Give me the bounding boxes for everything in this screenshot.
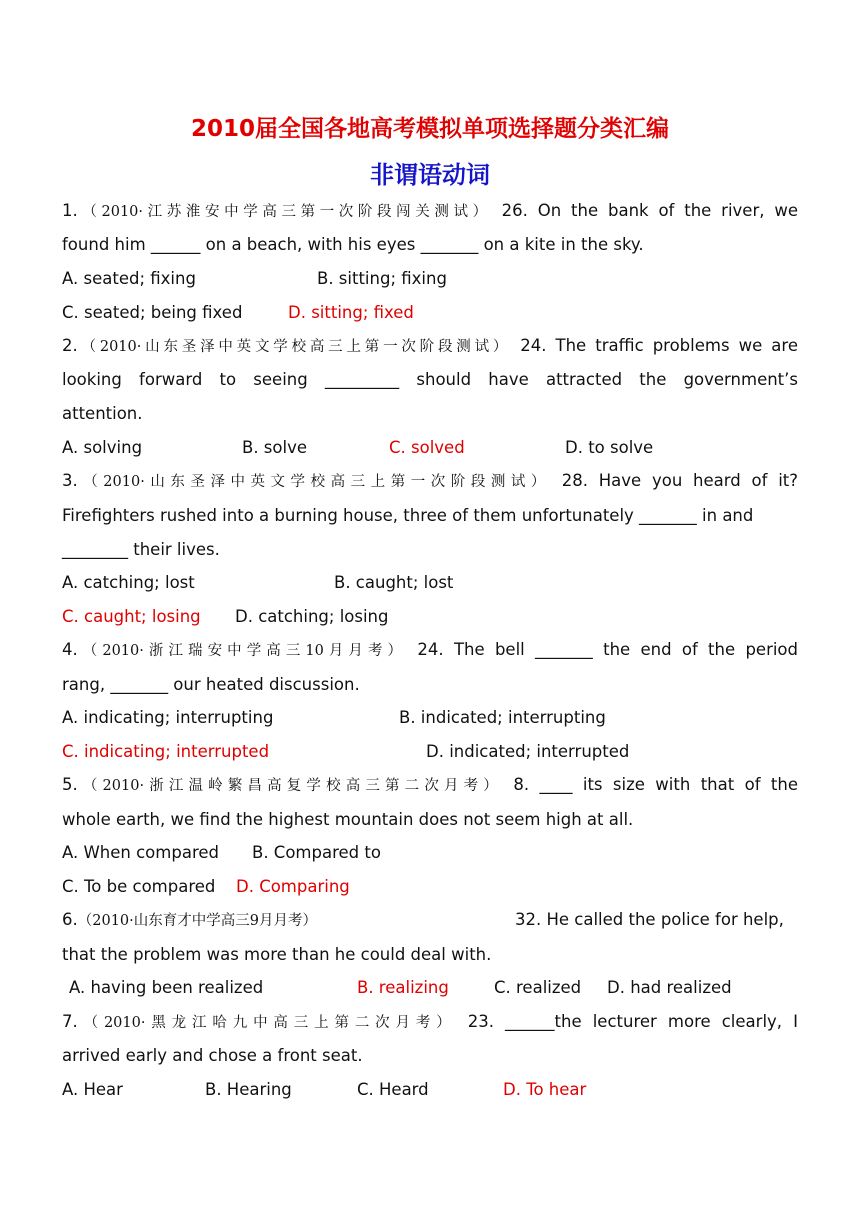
question-2-options (62, 431, 798, 465)
option-c-answer: C. indicating; interrupted (62, 742, 270, 761)
question-3-options-row1 (62, 566, 798, 600)
question-6-line2: that the problem was more than he could deal with. (62, 945, 492, 964)
question-number: 2. (62, 336, 78, 355)
option-a: A. catching; lost (62, 573, 195, 592)
option-a: A. solving (62, 438, 143, 457)
option-d: D. to solve (565, 438, 654, 457)
question-7-line1 (62, 1005, 798, 1039)
question-source: （2010·江苏淮安中学高三第一次阶段闯关测试） (77, 204, 492, 220)
question-2-line1 (62, 329, 798, 363)
question-source: （2010·山东育才中学高三9月月考） (77, 913, 317, 929)
question-4-line1 (62, 633, 798, 667)
question-4-options-row2 (62, 735, 798, 769)
option-d: D. had realized (607, 978, 732, 997)
question-number: 4. (62, 640, 78, 659)
page-subtitle: 非谓语动词 (370, 161, 490, 189)
option-b-answer: B. realizing (357, 978, 449, 997)
option-b: B. Hearing (205, 1080, 292, 1099)
question-1-line1 (62, 194, 798, 228)
option-d: D. indicated; interrupted (426, 742, 630, 761)
question-source: （2010·山东圣泽中英文学校高三上第一次阶段测试） (77, 339, 512, 355)
option-a: A. seated; fixing (62, 269, 196, 288)
question-2-line2: looking forward to seeing _________ should have attracted the government’s (62, 370, 798, 389)
question-4-line2: rang, _______ our heated discussion. (62, 675, 360, 694)
question-stem: 24. The bell _______ the end of the period (417, 640, 799, 659)
option-a: A. indicating; interrupting (62, 708, 274, 727)
option-d: D. catching; losing (235, 607, 389, 626)
question-3-line1 (62, 464, 798, 498)
question-stem: 23. ______the lecturer more clearly, I (467, 1012, 798, 1031)
question-5-options-row2 (62, 870, 798, 904)
option-c: C. To be compared (62, 877, 216, 896)
question-2-line3: attention. (62, 404, 143, 423)
question-3-line2: Firefighters rushed into a burning house, three of them unfortunately _______ in and (62, 506, 754, 525)
option-a: A. having been realized (69, 978, 264, 997)
question-5-options-row1 (62, 836, 798, 870)
option-b: B. Compared to (252, 843, 381, 862)
question-source: （2010·黑龙江哈九中高三上第二次月考） (77, 1015, 457, 1031)
question-stem: 26. On the bank of the river, we (501, 201, 798, 220)
option-b: B. caught; lost (334, 573, 454, 592)
question-3-options-row2 (62, 600, 798, 634)
question-6-line1 (62, 903, 798, 937)
option-b: B. indicated; interrupting (399, 708, 606, 727)
question-source: （2010·山东圣泽中英文学校高三上第一次阶段测试） (77, 474, 551, 490)
option-c-answer: C. caught; losing (62, 607, 201, 626)
option-a: A. Hear (62, 1080, 123, 1099)
question-source: （2010·浙江瑞安中学高三10月月考） (77, 643, 408, 659)
question-number: 3. (62, 471, 78, 490)
option-c-answer: C. solved (389, 438, 465, 457)
question-number: 7. (62, 1012, 78, 1031)
question-stem: 32. He called the police for help, (515, 910, 784, 929)
question-stem: 28. Have you heard of it? (561, 471, 799, 490)
option-c: C. Heard (357, 1080, 429, 1099)
option-b: B. sitting; fixing (317, 269, 447, 288)
question-7-line2: arrived early and chose a front seat. (62, 1046, 363, 1065)
option-b: B. solve (242, 438, 308, 457)
question-6-options (62, 971, 798, 1005)
question-5-line1 (62, 768, 798, 802)
question-source: （2010·浙江温岭繁昌高复学校高三第二次月考） (77, 778, 503, 794)
question-stem: 24. The traffic problems we are (520, 336, 798, 355)
page-title: 2010届全国各地高考模拟单项选择题分类汇编 (190, 116, 669, 142)
question-1-line2: found him ______ on a beach, with his eyes _______ on a kite in the sky. (62, 235, 644, 254)
option-c: C. realized (494, 978, 582, 997)
question-stem: 8. ____ its size with that of the (513, 775, 798, 794)
question-1-options-row1 (62, 262, 798, 296)
question-7-options (62, 1073, 798, 1107)
question-3-line3: ________ their lives. (62, 540, 220, 559)
option-d-answer: D. sitting; fixed (288, 303, 414, 322)
option-c: C. seated; being fixed (62, 303, 243, 322)
question-5-line2: whole earth, we find the highest mountain does not seem high at all. (62, 810, 634, 829)
option-d-answer: D. Comparing (236, 877, 350, 896)
option-a: A. When compared (62, 843, 219, 862)
question-1-options-row2 (62, 296, 798, 330)
question-number: 6. (62, 910, 78, 929)
question-number: 5. (62, 775, 78, 794)
question-number: 1. (62, 201, 78, 220)
question-4-options-row1 (62, 701, 798, 735)
option-d-answer: D. To hear (503, 1080, 587, 1099)
